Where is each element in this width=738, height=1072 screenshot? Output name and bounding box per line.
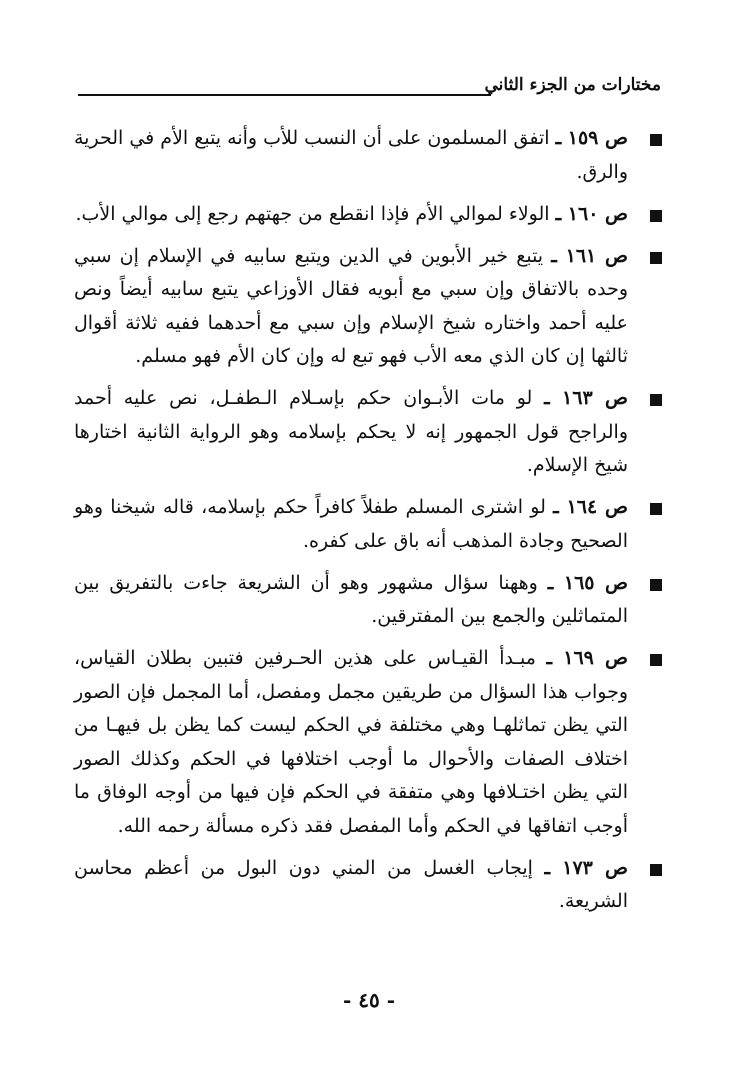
square-bullet-icon [650,579,662,591]
entry-page-ref: ص ١٦٣ ـ [544,387,629,409]
entry-item [74,198,664,232]
entry-text: يتبع خير الأبوين في الدين ويتبع سابيه في الإسلام إن سبي وحده بالاتفاق وإن سبي مع أبويه فقال الأوزاعي يتبع سابيه أيضاً ونص عليه أحمد واختاره شيخ الإسلام وإن سبي مع أحدهما ففيه ثلاثة أقوال ثالثها إن كان الذي معه الأب فهو تبع له وإن كان الأم فهو مسلم. [74,244,628,367]
entry-item [74,491,664,558]
page-number: - ٤٥ - [342,988,395,1012]
header-rule [78,94,491,96]
entry-list [74,122,664,927]
entry-text: لو اشترى المسلم طفلاً كافراً حكم بإسلامه، قاله شيخنا وهو الصحيح وجادة المذهب أنه باق على كفره. [74,496,628,552]
entry-item [74,382,664,483]
running-header [78,72,661,102]
square-bullet-icon [650,252,662,264]
entry-item [74,852,664,919]
entry-page-ref: ص ١٦٥ ـ [547,571,628,594]
entry-page-ref: ص ١٦١ ـ [551,244,628,267]
square-bullet-icon [650,654,662,666]
entry-text: لو مات الأبـوان حكم بإسـلام الـطفـل، نص عليه أحمد والراجح قول الجمهور إنه لا يحكم بإسلامه وهو الرواية الثانية اختارها شيخ الإسلام. [74,387,628,476]
entry-item [74,567,664,634]
entry-page-ref: ص ١٦٩ ـ [546,647,629,669]
header-title: مختارات من الجزء الثاني [484,75,661,95]
square-bullet-icon [650,503,662,515]
entry-page-ref: ص ١٦٠ ـ [555,202,628,225]
entry-page-ref: ص ١٦٤ ـ [553,496,628,518]
entry-text: الولاء لموالي الأم فإذا انقطع من جهتهم رجع إلى موالي الأب. [75,202,550,225]
entry-text: وههنا سؤال مشهور وهو أن الشريعة جاءت بالتفريق بين المتماثلين والجمع بين المفترقين. [74,571,628,627]
entry-page-ref: ص ١٥٩ ـ [555,127,628,149]
entry-text: اتفق المسلمون على أن النسب للأب وأنه يتبع الأم في الحرية والرق. [74,127,628,183]
square-bullet-icon [650,394,662,406]
entry-item [74,122,664,189]
square-bullet-icon [650,134,662,146]
entry-text: مبـدأ القيـاس على هذين الحـرفين فتبين بطلان القياس، وجواب هذا السؤال من طريقين مجمل ومفصل، أما المجمل فإن الصور التي يظن تماثلهـا وهي مختلفة في الحكم ليست كما يظن بل فيهـا من اختلاف الصفات والأحوال ما أوجب اختلافها في الحكم وكذلك الصور التي يظن اختـلافها وهي متفقة في الحكم فإن فيها من أوجه الوفاق ما أوجب اتفاقها في الحكم وأما المفصل فقد ذكره مسألة رحمه الله. [74,647,628,837]
entry-page-ref: ص ١٧٣ ـ [544,856,629,879]
square-bullet-icon [650,210,662,222]
square-bullet-icon [650,864,662,876]
entry-text: إيجاب الغسل من المني دون البول من أعظم محاسن الشريعة. [74,856,628,912]
entry-item [74,642,664,843]
entry-item [74,240,664,374]
